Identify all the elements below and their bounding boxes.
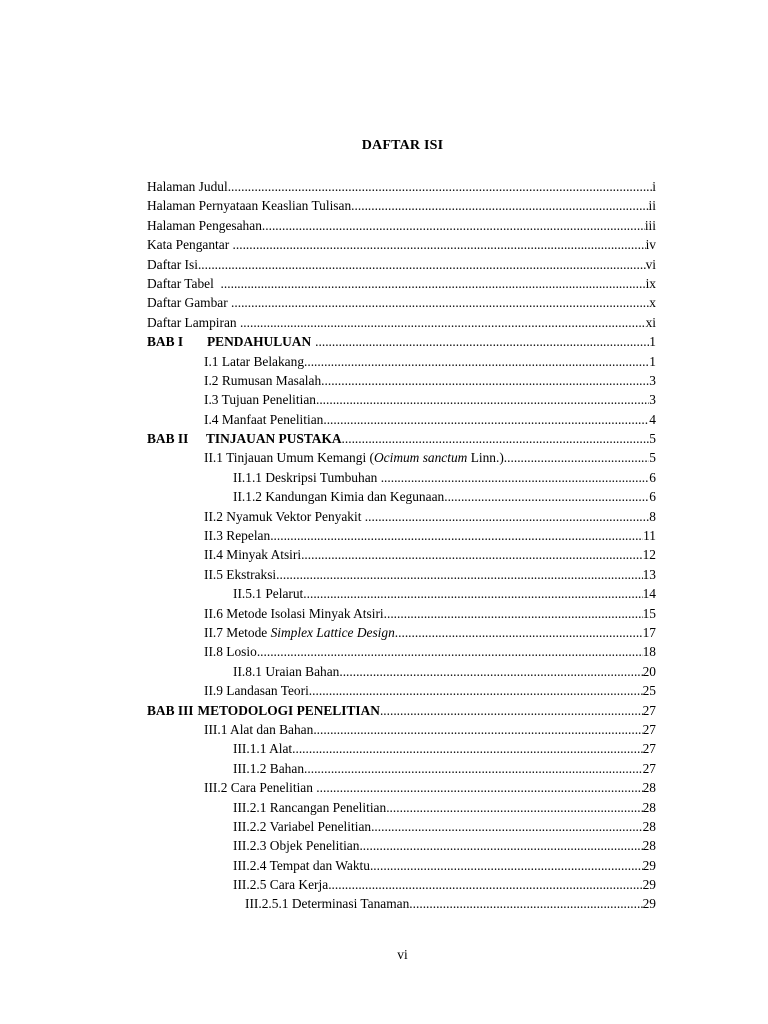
toc-entry-label-italic: Ocimum sanctum <box>373 450 468 466</box>
toc-entry-page: 27 <box>642 702 656 718</box>
toc-entry-page: xi <box>645 314 656 330</box>
toc-entry-page: 29 <box>642 877 656 893</box>
toc-entry-label-italic: Simplex Lattice Design <box>270 624 395 640</box>
toc-entry-3-1-1 <box>147 739 656 758</box>
toc-entry-page: 6 <box>649 489 656 505</box>
toc-entry-daftar-lampiran <box>147 313 656 332</box>
toc-entry-label: Halaman Pengesahan <box>147 217 262 233</box>
chapter-heading <box>147 332 311 351</box>
toc-entry-2-8-1 <box>147 662 656 681</box>
toc-entry-page: 11 <box>643 528 656 544</box>
toc-entry-2-3 <box>147 526 656 545</box>
chapter-title: TINJAUAN PUSTAKA <box>206 431 342 447</box>
toc-entry-page: 14 <box>642 586 656 602</box>
toc-entry-label: Daftar Isi <box>147 256 198 272</box>
toc-entry-label: II.3 Repelan <box>204 528 271 544</box>
toc-entry-page: iii <box>644 217 656 233</box>
dot-leader <box>351 196 648 215</box>
toc-chapter-bab-2 <box>147 429 656 448</box>
dot-leader <box>380 701 643 720</box>
toc-entry-page: ix <box>645 275 656 291</box>
toc-entry-label: I.1 Latar Belakang <box>204 353 305 369</box>
dot-leader <box>240 313 646 332</box>
toc-entry-page: 17 <box>642 624 656 640</box>
dot-leader <box>270 526 643 545</box>
dot-leader <box>316 778 642 797</box>
dot-leader <box>339 662 642 681</box>
dot-leader <box>409 894 642 913</box>
dot-leader <box>221 274 646 293</box>
toc-entry-2-1-1 <box>147 468 656 487</box>
toc-entry-label: III.1.1 Alat <box>233 741 293 757</box>
dot-leader <box>504 448 650 467</box>
toc-entry-1-2 <box>147 371 656 390</box>
toc-entry-label: Halaman Pernyataan Keaslian Tulisan <box>147 198 352 214</box>
toc-entry-3-2-4 <box>147 856 656 875</box>
toc-entry-page: 5 <box>649 431 656 447</box>
chapter-heading <box>147 429 342 448</box>
chapter-heading <box>147 701 380 720</box>
toc-entry-page: 8 <box>649 508 656 524</box>
dot-leader <box>371 817 643 836</box>
toc-entry-page: vi <box>645 256 656 272</box>
dot-leader <box>384 604 643 623</box>
toc-entry-3-2-1 <box>147 798 656 817</box>
dot-leader <box>228 177 653 196</box>
toc-entry-daftar-gambar <box>147 293 656 312</box>
toc-entry-label: Daftar Tabel <box>147 275 221 291</box>
toc-entry-page: ii <box>648 198 656 214</box>
toc-entry-label <box>204 448 504 467</box>
toc-entry-page: 1 <box>649 334 656 350</box>
toc-entry-label: II.8.1 Uraian Bahan <box>233 663 340 679</box>
chapter-number: BAB II <box>147 431 189 447</box>
toc-entry-2-4 <box>147 545 656 564</box>
toc-entry-page: 3 <box>649 392 656 408</box>
toc-entry-label: III.2.1 Rancangan Penelitian <box>233 799 387 815</box>
dot-leader <box>321 371 649 390</box>
toc-entry-page: 27 <box>642 721 656 737</box>
toc-entry-pengesahan <box>147 216 656 235</box>
toc-entry-3-1-2 <box>147 759 656 778</box>
toc-entry-label-text: Linn.) <box>467 450 504 466</box>
toc-entry-3-2-5 <box>147 875 656 894</box>
chapter-title: METODOLOGI PENELITIAN <box>197 702 380 718</box>
toc-entry-page: 4 <box>649 411 656 427</box>
toc-entry-page: 25 <box>642 683 656 699</box>
toc-entry-1-1 <box>147 352 656 371</box>
toc-entry-page: 28 <box>642 818 656 834</box>
toc-entry-page: 1 <box>649 353 656 369</box>
toc-entry-label: I.4 Manfaat Penelitian <box>204 411 324 427</box>
toc-entry-label: III.1.2 Bahan <box>233 760 305 776</box>
toc-entry-page: 5 <box>649 450 656 466</box>
toc-entry-page: 20 <box>642 663 656 679</box>
toc-entry-2-5-1 <box>147 584 656 603</box>
dot-leader <box>233 235 646 254</box>
toc-entry-page: 13 <box>642 566 656 582</box>
dot-leader <box>328 875 642 894</box>
toc-entry-page: 15 <box>642 605 656 621</box>
toc-entry-2-6 <box>147 604 656 623</box>
dot-leader <box>313 720 642 739</box>
toc-entry-label: I.2 Rumusan Masalah <box>204 372 322 388</box>
page-number: vi <box>397 947 408 962</box>
toc-entry-3-1 <box>147 720 656 739</box>
dot-leader <box>303 584 642 603</box>
toc-entry-daftar-isi <box>147 255 656 274</box>
dot-leader <box>316 390 649 409</box>
toc-entry-label: II.1.1 Deskripsi Tumbuhan <box>233 469 381 485</box>
toc-entry-kata-pengantar <box>147 235 656 254</box>
toc-entry-page: 18 <box>642 644 656 660</box>
toc-entry-label: II.6 Metode Isolasi Minyak Atsiri <box>204 605 384 621</box>
toc-entry-label: III.2.3 Objek Penelitian <box>233 838 360 854</box>
toc-entry-label: II.2 Nyamuk Vektor Penyakit <box>204 508 365 524</box>
toc-entry-label-text: II.1 Tinjauan Umum Kemangi ( <box>204 450 374 466</box>
toc-entry-label: II.5 Ekstraksi <box>204 566 277 582</box>
dot-leader <box>198 255 646 274</box>
toc-entry-daftar-tabel <box>147 274 656 293</box>
dot-leader <box>304 352 649 371</box>
toc-entry-label: Daftar Lampiran <box>147 314 240 330</box>
toc-entry-label: III.2.4 Tempat dan Waktu <box>233 857 370 873</box>
toc-entry-label: Halaman Judul <box>147 179 228 194</box>
toc-entry-label: II.1.2 Kandungan Kimia dan Kegunaan <box>233 489 445 505</box>
toc-entry-page: i <box>652 179 656 194</box>
dot-leader <box>231 293 649 312</box>
dot-leader <box>359 836 642 855</box>
toc-entry-2-7 <box>147 623 656 642</box>
toc-entry-page: 12 <box>642 547 656 563</box>
toc-entry-label: III.2.2 Variabel Penelitian <box>233 818 372 834</box>
dot-leader <box>257 642 643 661</box>
dot-leader <box>309 681 643 700</box>
toc-entry-page: 29 <box>642 857 656 873</box>
toc-entry-2-2 <box>147 507 656 526</box>
dot-leader <box>276 565 642 584</box>
toc-entry-label: III.1 Alat dan Bahan <box>204 721 314 737</box>
toc-entry-halaman-judul <box>147 177 656 196</box>
dot-leader <box>395 623 643 642</box>
toc-entry-3-2-3 <box>147 836 656 855</box>
toc-entry-2-1 <box>147 448 656 467</box>
toc-entry-page: 28 <box>642 799 656 815</box>
toc-entry-page: 27 <box>642 760 656 776</box>
toc-entry-page: 3 <box>649 372 656 388</box>
dot-leader <box>304 759 643 778</box>
toc-entry-label: II.8 Losio <box>204 644 257 660</box>
dot-leader <box>381 468 650 487</box>
toc-entry-label: III.2.5.1 Determinasi Tanaman <box>245 896 410 912</box>
toc-entry-2-5 <box>147 565 656 584</box>
toc-entry-page: 27 <box>642 741 656 757</box>
toc-entry-page: x <box>649 295 656 311</box>
toc-entry-label: Daftar Gambar <box>147 295 232 311</box>
chapter-title: PENDAHULUAN <box>207 334 312 350</box>
toc-chapter-bab-1 <box>147 332 656 351</box>
dot-leader <box>262 216 645 235</box>
toc-entry-2-1-2 <box>147 487 656 506</box>
toc-entry-label: II.9 Landasan Teori <box>204 683 309 699</box>
chapter-number: BAB I <box>147 334 184 350</box>
toc-entry-2-8 <box>147 642 656 661</box>
toc-entry-1-4 <box>147 410 656 429</box>
dot-leader <box>342 429 650 448</box>
toc-entry-1-3 <box>147 390 656 409</box>
dot-leader <box>370 856 643 875</box>
toc-entry-3-2 <box>147 778 656 797</box>
dot-leader <box>365 507 650 526</box>
toc-entry-label <box>204 623 395 642</box>
toc-chapter-bab-3 <box>147 701 656 720</box>
toc-entry-3-2-2 <box>147 817 656 836</box>
toc-entry-page: 6 <box>649 469 656 485</box>
dot-leader <box>301 545 643 564</box>
toc-entry-label: II.4 Minyak Atsiri <box>204 547 302 563</box>
toc-entry-page: 28 <box>642 780 656 796</box>
dot-leader <box>323 410 649 429</box>
table-of-contents <box>147 177 656 914</box>
toc-entry-label: I.3 Tujuan Penelitian <box>204 392 316 408</box>
toc-entry-2-9 <box>147 681 656 700</box>
dot-leader <box>311 332 649 351</box>
toc-entry-3-2-5-1 <box>147 894 656 913</box>
dot-leader <box>444 487 649 506</box>
toc-entry-label-text: II.7 Metode <box>204 624 271 640</box>
toc-entry-page: 29 <box>642 896 656 912</box>
toc-entry-page: iv <box>645 237 656 253</box>
toc-entry-label: Kata Pengantar <box>147 237 233 253</box>
chapter-number: BAB III <box>147 702 194 718</box>
toc-entry-label: III.2.5 Cara Kerja <box>233 877 329 893</box>
toc-entry-label: II.5.1 Pelarut <box>233 586 304 602</box>
toc-entry-pernyataan <box>147 196 656 215</box>
page-title: DAFTAR ISI <box>361 138 444 153</box>
dot-leader <box>292 739 642 758</box>
toc-entry-page: 28 <box>642 838 656 854</box>
dot-leader <box>386 798 642 817</box>
toc-entry-label: III.2 Cara Penelitian <box>204 780 317 796</box>
